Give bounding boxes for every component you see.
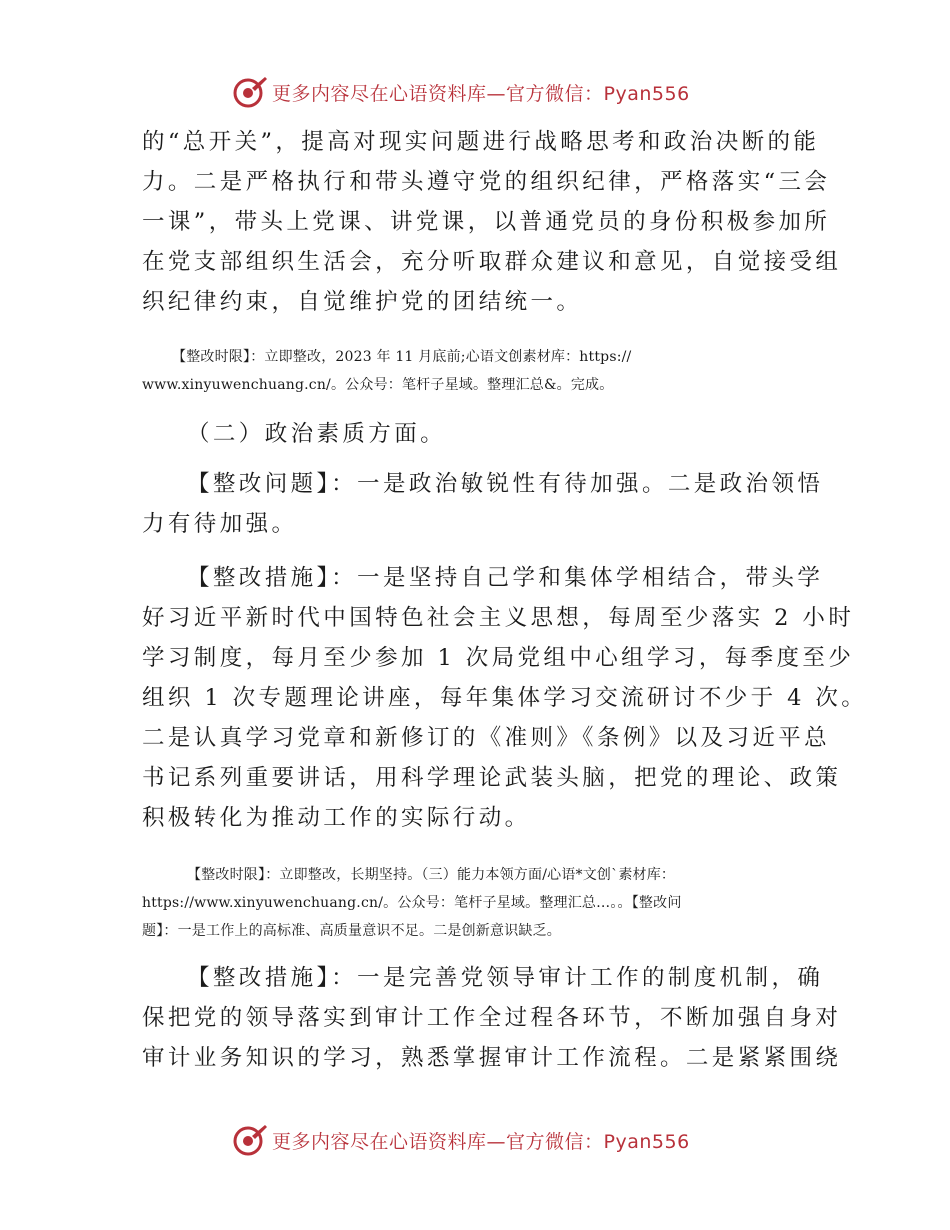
note-line: 【整改时限】：立即整改，长期坚持。（三）能力本领方面/心语*文创`素材库： bbox=[187, 867, 676, 883]
paragraph-line: 【整改措施】：一是完善党领导审计工作的制度机制，确 bbox=[187, 965, 824, 991]
pen-logo-icon bbox=[232, 74, 268, 110]
paragraph-line: 学习制度，每月至少参加 1 次局党组中心组学习，每季度至少 bbox=[142, 645, 855, 671]
paragraph-line: 书记系列重要讲话，用科学理论武装头脑，把党的理论、政策 bbox=[142, 765, 842, 791]
paragraph-line: 好习近平新时代中国特色社会主义思想，每周至少落实 2 小时 bbox=[142, 605, 855, 631]
paragraph-line: 积极转化为推动工作的实际行动。 bbox=[142, 805, 531, 831]
paragraph-line: 的“总开关”，提高对现实问题进行战略思考和政治决断的能 bbox=[142, 129, 820, 155]
paragraph-line: 织纪律约束，自觉维护党的团结统一。 bbox=[142, 289, 583, 315]
banner-text: 更多内容尽在心语资料库—官方微信：Pyan556 bbox=[272, 1130, 690, 1153]
paragraph-line: 【整改问题】：一是政治敏锐性有待加强。二是政治领悟 bbox=[187, 471, 824, 497]
paragraph-line: 组织 1 次专题理论讲座，每年集体学习交流研讨不少于 4 次。 bbox=[142, 685, 868, 711]
note-line: 题】：一是工作上的高标准、高质量意识不足。二是创新意识缺乏。 bbox=[142, 923, 561, 939]
note-line: 【整改时限】：立即整改，2023 年 11 月底前;心语文创素材库：https:// bbox=[172, 349, 632, 365]
note-line: https://www.xinyuwenchuang.cn/。公众号：笔杆子星域。整理汇总…。。【整改问 bbox=[142, 895, 682, 911]
paragraph-line: 力。二是严格执行和带头遵守党的组织纪律，严格落实“三会 bbox=[142, 169, 831, 195]
paragraph-line: 保把党的领导落实到审计工作全过程各环节，不断加强自身对 bbox=[142, 1005, 842, 1031]
paragraph-line: 二是认真学习党章和新修订的《准则》《条例》以及习近平总 bbox=[142, 725, 831, 751]
note-line: www.xinyuwenchuang.cn/。公众号：笔杆子星域。整理汇总&。完成。 bbox=[142, 377, 614, 393]
section-heading: （二）政治素质方面。 bbox=[187, 421, 447, 447]
header-watermark-banner bbox=[0, 72, 950, 112]
banner-text: 更多内容尽在心语资料库—官方微信：Pyan556 bbox=[272, 82, 690, 105]
paragraph-line: 审计业务知识的学习，熟悉掌握审计工作流程。二是紧紧围绕 bbox=[142, 1045, 842, 1071]
paragraph-line: 一课”，带头上党课、讲党课，以普通党员的身份积极参加所 bbox=[142, 209, 831, 235]
paragraph-line: 在党支部组织生活会，充分听取群众建议和意见，自觉接受组 bbox=[142, 249, 842, 275]
paragraph-line: 【整改措施】：一是坚持自己学和集体学相结合，带头学 bbox=[187, 565, 824, 591]
pen-logo-icon bbox=[232, 1122, 268, 1158]
paragraph-line: 力有待加强。 bbox=[142, 511, 298, 537]
footer-watermark-banner bbox=[0, 1120, 950, 1160]
